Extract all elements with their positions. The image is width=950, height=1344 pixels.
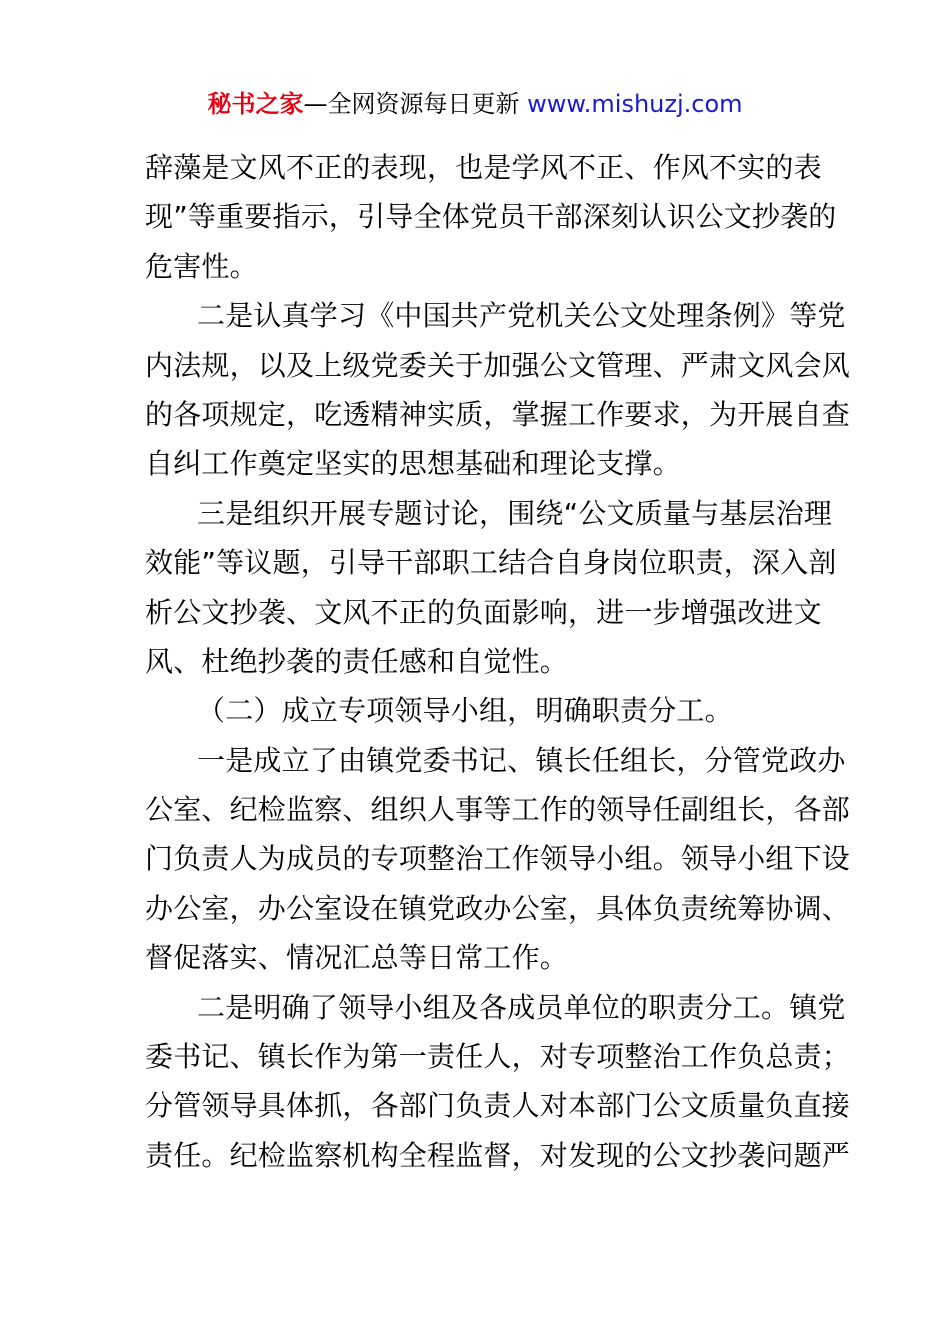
text-line: 自纠工作奠定坚实的思想基础和理论支撑。 bbox=[145, 447, 681, 481]
paragraph-start-line: 一是成立了由镇党委书记、镇长任组长，分管党政办 bbox=[197, 743, 846, 777]
text-line: 办公室，办公室设在镇党政办公室，具体负责统筹协调、 bbox=[145, 891, 851, 925]
text-line: 风、杜绝抄袭的责任感和自觉性。 bbox=[145, 644, 569, 678]
site-tagline: —全网资源每日更新 bbox=[303, 90, 528, 118]
site-header bbox=[0, 86, 950, 122]
text-line: 委书记、镇长作为第一责任人，对专项整治工作负总责； bbox=[145, 1040, 851, 1074]
text-line: 析公文抄袭、文风不正的负面影响，进一步增强改进文 bbox=[145, 595, 822, 629]
text-line: 的各项规定，吃透精神实质，掌握工作要求，为开展自查 bbox=[145, 397, 851, 431]
text-line: 分管领导具体抓，各部门负责人对本部门公文质量负直接 bbox=[145, 1089, 851, 1123]
text-line: 辞藻是文风不正的表现，也是学风不正、作风不实的表 bbox=[145, 151, 822, 184]
text-line: 内法规，以及上级党委关于加强公文管理、严肃文风会风 bbox=[145, 348, 851, 382]
site-brand: 秘书之家 bbox=[207, 90, 304, 118]
text-line: 现”等重要指示，引导全体党员干部深刻认识公文抄袭的 bbox=[145, 200, 837, 234]
site-url-link[interactable]: www.mishuzj.com bbox=[527, 90, 743, 118]
text-line: 效能”等议题，引导干部职工结合自身岗位职责，深入剖 bbox=[145, 546, 837, 580]
text-line: 责任。纪检监察机构全程监督，对发现的公文抄袭问题严 bbox=[145, 1138, 851, 1172]
text-line: 危害性。 bbox=[145, 249, 258, 283]
paragraph-start-line: 二是认真学习《中国共产党机关公文处理条例》等党 bbox=[197, 299, 846, 333]
document-body bbox=[145, 143, 851, 1180]
text-line: 门负责人为成员的专项整治工作领导小组。领导小组下设 bbox=[145, 842, 851, 876]
text-line: 督促落实、情况汇总等日常工作。 bbox=[145, 941, 569, 975]
paragraph-start-line: 三是组织开展专题讨论，围绕“公文质量与基层治理 bbox=[197, 496, 833, 530]
text-line: 公室、纪检监察、组织人事等工作的领导任副组长，各部 bbox=[145, 793, 851, 827]
paragraph-start-line: 二是明确了领导小组及各成员单位的职责分工。镇党 bbox=[197, 990, 846, 1024]
section-heading: （二）成立专项领导小组，明确职责分工。 bbox=[197, 694, 733, 728]
